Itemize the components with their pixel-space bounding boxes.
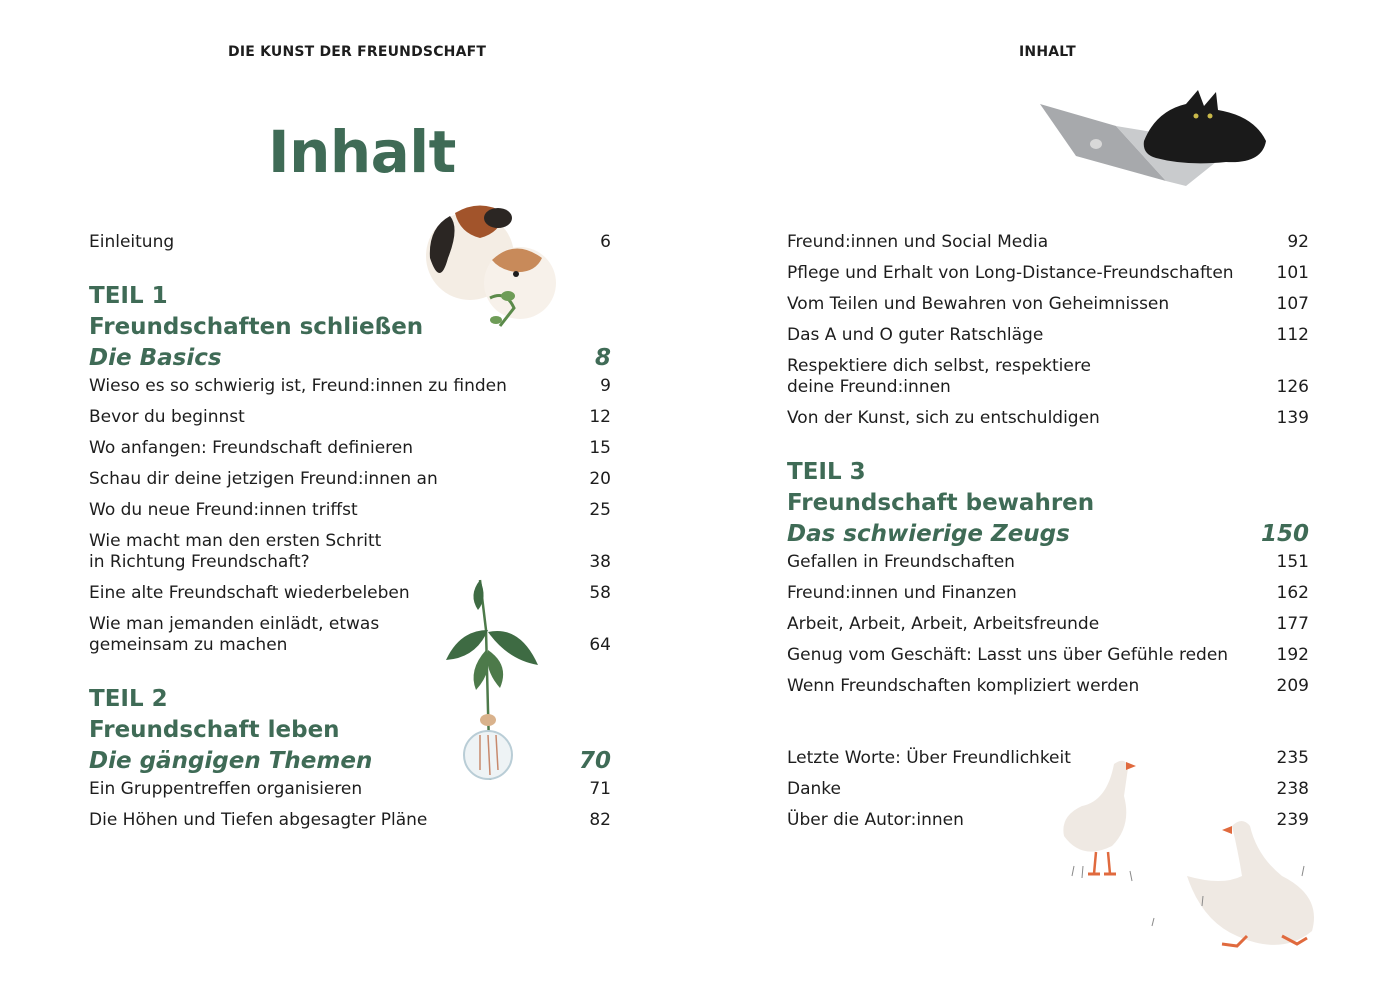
toc-entry-page: 92 (1287, 232, 1309, 252)
toc-entry[interactable] (89, 500, 611, 521)
toc-entry-label: Eine alte Freundschaft wiederbeleben (89, 583, 410, 603)
toc-entry-page: 58 (589, 583, 611, 603)
toc-entry-page: 139 (1276, 408, 1309, 428)
toc-entry-label: Bevor du beginnst (89, 407, 245, 427)
toc-entry-label: Ein Gruppentreffen organisieren (89, 779, 363, 799)
toc-left-column (89, 232, 611, 841)
toc-entry-page: 112 (1276, 325, 1309, 345)
part-subtitle: Das schwierige Zeugs (787, 521, 1070, 547)
part-page: 8 (594, 345, 611, 371)
toc-entry-label: Die Höhen und Tiefen abgesagter Pläne (89, 810, 428, 830)
part-subtitle-row[interactable] (89, 343, 611, 374)
toc-entry[interactable] (89, 407, 611, 428)
toc-right-column (787, 232, 1309, 841)
toc-entry-page: 235 (1276, 748, 1309, 768)
toc-entry-page: 238 (1276, 779, 1309, 799)
part-page: 70 (578, 748, 611, 774)
toc-entry[interactable] (787, 614, 1309, 635)
toc-entry-page: 38 (589, 552, 611, 572)
toc-entry-label: Letzte Worte: Über Freundlichkeit (787, 748, 1071, 768)
toc-entry[interactable] (787, 232, 1309, 253)
toc-entry-page: 82 (589, 810, 611, 830)
toc-entry-label: Schau dir deine jetzigen Freund:innen an (89, 469, 438, 489)
toc-entry-page: 107 (1276, 294, 1309, 314)
toc-entry-page: 151 (1276, 552, 1309, 572)
part-subtitle: Die gängigen Themen (89, 748, 373, 774)
part-number: TEIL 3 (787, 459, 866, 485)
toc-entry[interactable] (787, 325, 1309, 346)
toc-entry-label: Das A und O guter Ratschläge (787, 325, 1044, 345)
toc-entry[interactable] (787, 583, 1309, 604)
toc-entry-label: Wenn Freundschaften kompliziert werden (787, 676, 1140, 696)
toc-entry-label: Wo anfangen: Freundschaft definieren (89, 438, 414, 458)
toc-entry-label: Freund:innen und Social Media (787, 232, 1049, 252)
toc-entry-page: 9 (600, 376, 611, 396)
toc-entry-page: 239 (1276, 810, 1309, 830)
toc-entry-label: Wo du neue Freund:innen triffst (89, 500, 358, 520)
toc-entry[interactable] (89, 779, 611, 800)
toc-entry[interactable] (89, 438, 611, 459)
toc-entry-page: 15 (589, 438, 611, 458)
toc-entry[interactable] (787, 263, 1309, 284)
toc-entry-page: 20 (589, 469, 611, 489)
running-head-left: DIE KUNST DER FREUNDSCHAFT (228, 44, 487, 60)
toc-entry-label: Wie man jemanden einlädt, etwas gemeinsam zu machen (89, 614, 380, 655)
part-title: Freundschaften schließen (89, 314, 424, 340)
toc-entry-page: 209 (1276, 676, 1309, 696)
toc-entry[interactable] (89, 232, 611, 253)
part-title: Freundschaft bewahren (787, 490, 1095, 516)
toc-entry[interactable] (787, 810, 1309, 831)
part-title: Freundschaft leben (89, 717, 340, 743)
toc-entry[interactable] (89, 810, 611, 831)
toc-entry-page: 177 (1276, 614, 1309, 634)
toc-entry[interactable] (89, 469, 611, 490)
toc-entry-label: Von der Kunst, sich zu entschuldigen (787, 408, 1100, 428)
part-number: TEIL 2 (89, 686, 168, 712)
toc-entry-label: Danke (787, 779, 841, 799)
toc-entry[interactable] (787, 552, 1309, 573)
toc-entry[interactable] (787, 294, 1309, 315)
toc-entry-label: Genug vom Geschäft: Lasst uns über Gefühle reden (787, 645, 1229, 665)
toc-entry[interactable] (89, 376, 611, 397)
toc-entry-page: 192 (1276, 645, 1309, 665)
toc-entry-label: Pflege und Erhalt von Long-Distance-Freundschaften (787, 263, 1234, 283)
toc-entry[interactable] (787, 645, 1309, 666)
toc-entry-label: Wieso es so schwierig ist, Freund:innen zu finden (89, 376, 507, 396)
page-title: Inhalt (268, 118, 456, 186)
toc-entry[interactable] (89, 531, 611, 573)
part-number: TEIL 1 (89, 283, 168, 309)
toc-entry[interactable] (787, 748, 1309, 769)
toc-entry-label: Gefallen in Freundschaften (787, 552, 1015, 572)
toc-entry[interactable] (89, 614, 611, 656)
toc-entry-page: 25 (589, 500, 611, 520)
toc-entry[interactable] (787, 356, 1309, 398)
running-head-right: INHALT (1019, 44, 1076, 60)
toc-entry-page: 101 (1276, 263, 1309, 283)
toc-entry[interactable] (787, 676, 1309, 697)
toc-entry-label: Vom Teilen und Bewahren von Geheimnissen (787, 294, 1170, 314)
part-page: 150 (1260, 521, 1309, 547)
cat-on-laptop-illustration (1036, 86, 1271, 191)
toc-entry-label: Freund:innen und Finanzen (787, 583, 1017, 603)
toc-entry-label: Über die Autor:innen (787, 810, 964, 830)
toc-entry-page: 126 (1276, 377, 1309, 397)
toc-entry[interactable] (787, 779, 1309, 800)
toc-entry-page: 64 (589, 635, 611, 655)
toc-entry[interactable] (787, 408, 1309, 429)
toc-entry-label: Wie macht man den ersten Schritt in Richtung Freundschaft? (89, 531, 382, 572)
part-subtitle-row[interactable] (787, 519, 1309, 550)
toc-entry-page: 6 (600, 232, 611, 252)
part-subtitle: Die Basics (89, 345, 222, 371)
toc-entry[interactable] (89, 583, 611, 604)
part-subtitle-row[interactable] (89, 746, 611, 777)
toc-entry-page: 71 (589, 779, 611, 799)
toc-entry-label: Einleitung (89, 232, 175, 252)
toc-entry-label: Respektiere dich selbst, respektiere deine Freund:innen (787, 356, 1091, 397)
toc-entry-label: Arbeit, Arbeit, Arbeit, Arbeitsfreunde (787, 614, 1100, 634)
toc-entry-page: 162 (1276, 583, 1309, 603)
toc-entry-page: 12 (589, 407, 611, 427)
